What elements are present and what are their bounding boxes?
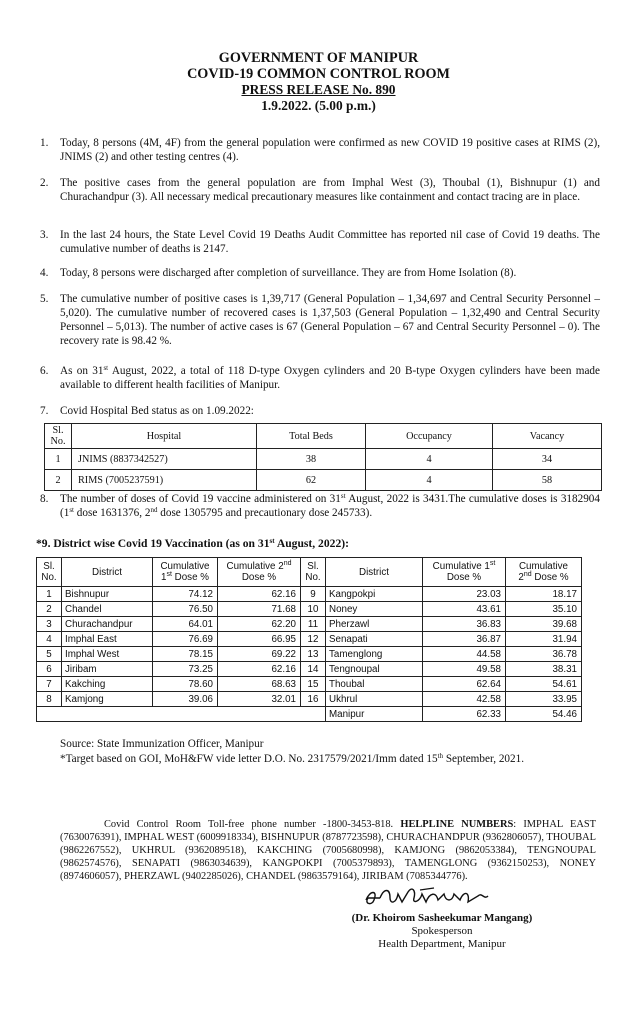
cell-district: Kakching [62,677,153,692]
cell-dose1: 44.58 [423,647,506,662]
col-occupancy: Occupancy [366,424,493,449]
cell-dose2: 38.31 [506,662,582,677]
cell-dose2: 54.46 [506,707,582,722]
col-district-2: District [326,558,423,587]
cell-sl: 10 [301,602,326,617]
cell-total-beds: 62 [257,470,366,491]
signatory-block [322,912,562,951]
signatory-department: Health Department, Manipur [378,938,506,950]
cell-dose1: 76.50 [153,602,218,617]
table-header-row [45,424,602,449]
cell-empty [37,707,62,722]
cell-district: Churachandpur [62,617,153,632]
cell-empty [62,707,153,722]
col-dose2: Cumulative 2nd Dose % [218,558,301,587]
target-note: *Target based on GOI, MoH&FW vide letter D.O. No. 2317579/2021/Imm dated 15th September, 2021. [60,752,524,765]
cell-district: Thoubal [326,677,423,692]
cell-sl: 9 [301,587,326,602]
point-text: Today, 8 persons were discharged after completion of surveillance. They are from Home Isolation (8). [60,267,517,279]
cell-dose1: 36.83 [423,617,506,632]
cell-dose2: 62.16 [218,587,301,602]
col-total-beds: Total Beds [257,424,366,449]
cell-sl: 1 [37,587,62,602]
table-row [37,617,582,632]
cell-sl: 3 [37,617,62,632]
cell-hospital: RIMS (7005237591) [72,470,257,491]
cell-sl: 6 [37,662,62,677]
point-2 [40,176,600,204]
point-number: 7. [40,405,49,417]
cell-dose2: 35.10 [506,602,582,617]
cell-dose1: 78.60 [153,677,218,692]
point-number: 4. [40,267,49,279]
cell-dose2: 36.78 [506,647,582,662]
cell-sl: 1 [45,449,72,470]
col-dose1: Cumulative 1st Dose % [153,558,218,587]
cell-district: Manipur [326,707,423,722]
press-release-date: 1.9.2022. (5.00 p.m.) [261,98,376,113]
point-number: 6. [40,365,49,377]
point-text: As on 31st August, 2022, a total of 118 D-type Oxygen cylinders and 20 B-type Oxygen cylinders have been made available to different health facilities of Manipur. [60,364,600,391]
signature-image [360,880,510,912]
point-text: The positive cases from the general population are from Imphal West (3), Thoubal (1), Bishnupur (1) and Churachandpur (3). All necessary medical precautionary measures like containment and contact tracing are in place. [60,177,600,203]
signatory-title: Spokesperson [411,925,473,937]
table-row [37,647,582,662]
section-9-heading: *9. District wise Covid 19 Vaccination (as on 31st August, 2022): [36,537,349,550]
col-sl-no: Sl. No. [37,558,62,587]
cell-sl: 15 [301,677,326,692]
cell-hospital: JNIMS (8837342527) [72,449,257,470]
point-number: 1. [40,137,49,149]
district-vaccination-table [36,557,582,722]
cell-district: Jiribam [62,662,153,677]
table-row [37,632,582,647]
cell-district: Imphal West [62,647,153,662]
table-row [37,677,582,692]
point-number: 8. [40,493,49,505]
cell-dose1: 73.25 [153,662,218,677]
cell-dose2: 54.61 [506,677,582,692]
point-text: Today, 8 persons (4M, 4F) from the general population were confirmed as new COVID 19 positive cases at RIMS (2), JNIMS (2) and other testing centres (4). [60,137,600,163]
cell-district: Ukhrul [326,692,423,707]
cell-dose2: 62.16 [218,662,301,677]
cell-sl: 14 [301,662,326,677]
cell-empty [153,707,218,722]
document-header [0,50,637,114]
cell-total-beds: 38 [257,449,366,470]
cell-district: Kangpokpi [326,587,423,602]
col-hospital: Hospital [72,424,257,449]
source-note: Source: State Immunization Officer, Manipur [60,738,264,750]
cell-dose1: 76.69 [153,632,218,647]
cell-dose2: 18.17 [506,587,582,602]
cell-vacancy: 58 [493,470,602,491]
cell-dose2: 71.68 [218,602,301,617]
point-text: In the last 24 hours, the State Level Covid 19 Deaths Audit Committee has reported nil case of Covid 19 deaths. The cumulative number of deaths is 2147. [60,229,600,255]
cell-vacancy: 34 [493,449,602,470]
cell-dose2: 66.95 [218,632,301,647]
cell-occupancy: 4 [366,449,493,470]
point-7 [40,404,600,418]
cell-sl: 8 [37,692,62,707]
hospital-bed-table [44,423,602,491]
cell-sl: 2 [37,602,62,617]
cell-district: Chandel [62,602,153,617]
cell-dose2: 69.22 [218,647,301,662]
point-text: The cumulative number of positive cases is 1,39,717 (General Population – 1,34,697 and Central Security Personnel – 5,020). The cumulative number of recovered cases is 1,37,503 (General Population – 1,32,490 and Central Security Personnel – 5,013). The number of active cases is 67 (General Population – 67 and Central Security Personnel – 0). The recovery rate is 98.42 %. [60,293,600,347]
point-8 [40,492,600,520]
table-row [45,449,602,470]
cell-dose1: 42.58 [423,692,506,707]
cell-sl: 4 [37,632,62,647]
cell-dose1: 74.12 [153,587,218,602]
table-row [37,602,582,617]
col-vacancy: Vacancy [493,424,602,449]
cell-sl: 2 [45,470,72,491]
cell-dose1: 49.58 [423,662,506,677]
cell-dose1: 62.64 [423,677,506,692]
cell-dose2: 31.94 [506,632,582,647]
table-header-row [37,558,582,587]
header-government: GOVERNMENT OF MANIPUR [218,50,419,66]
col-dose1-2: Cumulative 1st Dose % [423,558,506,587]
table-row-total [37,707,582,722]
cell-dose1: 23.03 [423,587,506,602]
cell-district: Tamenglong [326,647,423,662]
table-row [45,470,602,491]
point-number: 2. [40,177,49,189]
signatory-name: (Dr. Khoirom Sasheekumar Mangang) [351,912,533,924]
cell-district: Senapati [326,632,423,647]
cell-dose2: 33.95 [506,692,582,707]
cell-dose2: 62.20 [218,617,301,632]
cell-occupancy: 4 [366,470,493,491]
point-text: The number of doses of Covid 19 vaccine administered on 31st August, 2022 is 3431.The cumulative doses is 3182904 (1st dose 1631376, 2nd dose 1305795 and precautionary dose 245733). [60,492,600,519]
cell-empty [218,707,301,722]
point-3 [40,228,600,256]
cell-dose1: 36.87 [423,632,506,647]
point-1 [40,136,600,164]
col-sl-no: Sl. No. [45,424,72,449]
cell-dose2: 68.63 [218,677,301,692]
point-5 [40,292,600,348]
cell-sl: 5 [37,647,62,662]
table-row [37,587,582,602]
cell-district: Noney [326,602,423,617]
cell-sl: 11 [301,617,326,632]
col-sl-no-2: Sl. No. [301,558,326,587]
col-dose2-2: Cumulative 2nd Dose % [506,558,582,587]
cell-dose1: 78.15 [153,647,218,662]
table-row [37,662,582,677]
cell-dose1: 43.61 [423,602,506,617]
table-row [37,692,582,707]
header-control-room: COVID-19 COMMON CONTROL ROOM [187,66,450,82]
cell-sl: 7 [37,677,62,692]
point-number: 5. [40,293,49,305]
point-number: 3. [40,229,49,241]
cell-dose1: 62.33 [423,707,506,722]
cell-sl: 12 [301,632,326,647]
cell-dose2: 32.01 [218,692,301,707]
point-6 [40,364,600,392]
cell-sl: 13 [301,647,326,662]
cell-district: Bishnupur [62,587,153,602]
cell-district: Tengnoupal [326,662,423,677]
point-4 [40,266,600,280]
cell-dose2: 39.68 [506,617,582,632]
point-text: Covid Hospital Bed status as on 1.09.2022: [60,405,254,417]
press-release-number: PRESS RELEASE No. 890 [241,82,396,97]
col-district: District [62,558,153,587]
cell-dose1: 64.01 [153,617,218,632]
helpline-paragraph: Covid Control Room Toll-free phone number -1800-3453-818. HELPLINE NUMBERS: IMPHAL EAST (7630076391), IMPHAL WEST (6009918334), BISHNUPUR (8787723598), CHURACHANDPUR (9362806057), THOUBAL (9862267552), UKHRUL (9362089518), KAKCHING (7005680998), KAMJONG (9862053384), TENGNOUPAL (9862574576), SENAPATI (9863034639), KANGPOKPI (7005379893), TAMENGLONG (9362150253), NONEY (8974606057), PHERZAWL (9402285026), CHANDEL (9863579164), JIRIBAM (7085344776). [60,819,596,882]
cell-dose1: 39.06 [153,692,218,707]
cell-sl: 16 [301,692,326,707]
cell-district: Pherzawl [326,617,423,632]
cell-district: Imphal East [62,632,153,647]
cell-empty [301,707,326,722]
cell-district: Kamjong [62,692,153,707]
